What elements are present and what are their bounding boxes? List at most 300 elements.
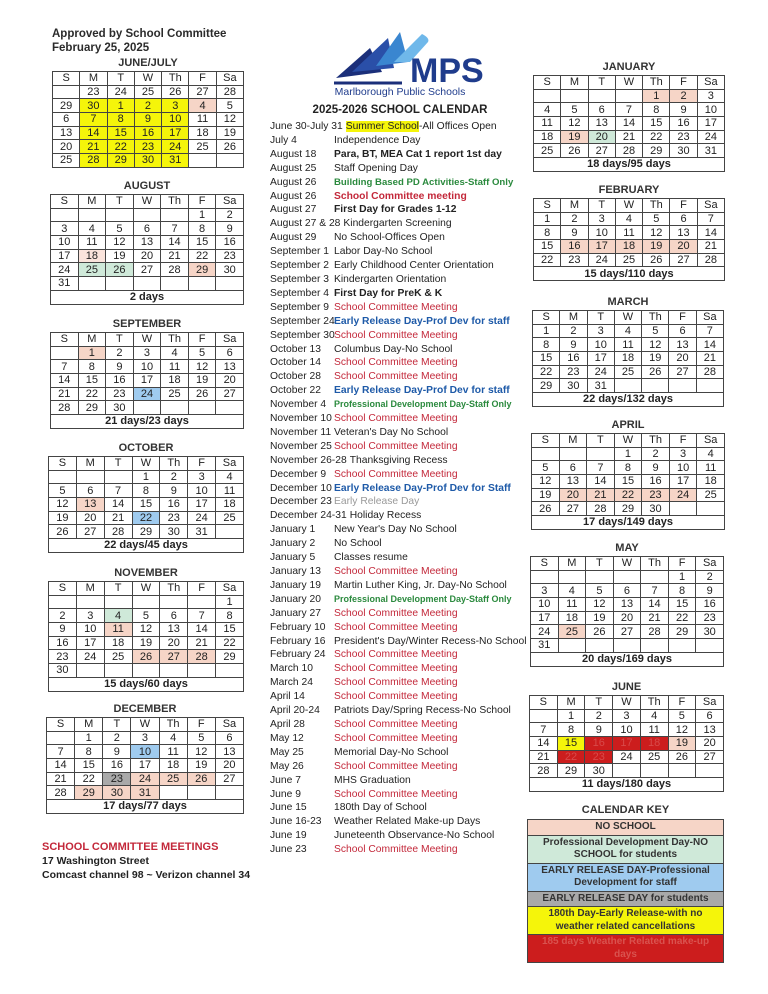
month-day-total: 17 days/149 days <box>532 516 725 530</box>
day-cell: 2 <box>696 570 724 584</box>
day-cell: 13 <box>53 126 80 140</box>
month-title: NOVEMBER <box>114 567 178 579</box>
weekday-header: S <box>49 457 77 471</box>
day-cell <box>133 401 161 415</box>
key-row: EARLY RELEASE DAY for students <box>528 892 723 908</box>
event-date: November 26-28 <box>270 454 347 466</box>
day-cell: 23 <box>160 511 188 525</box>
event-row <box>270 245 530 259</box>
event-description: School Committee Meeting <box>334 440 458 452</box>
event-date: January 5 <box>270 552 316 564</box>
weekday-header-row <box>51 195 244 209</box>
event-row <box>270 843 530 857</box>
event-row <box>270 537 530 551</box>
weekday-header: F <box>189 72 216 86</box>
event-date: February 24 <box>270 649 326 661</box>
day-cell: 13 <box>216 360 244 374</box>
day-cell <box>216 525 244 539</box>
day-cell: 13 <box>559 475 587 489</box>
event-description: Thanksgiving Recess <box>349 454 448 466</box>
day-cell: 12 <box>49 498 77 512</box>
event-date: December 10 <box>270 482 332 494</box>
day-cell: 3 <box>76 609 104 623</box>
day-cell: 26 <box>49 525 77 539</box>
day-cell: 4 <box>216 470 244 484</box>
month-day-total: 22 days/45 days <box>49 539 244 553</box>
day-cell: 20 <box>133 249 161 263</box>
day-cell: 11 <box>161 360 189 374</box>
day-cell: 6 <box>160 609 188 623</box>
weekday-header: S <box>530 696 558 710</box>
weekday-header: Th <box>641 557 669 571</box>
day-cell: 2 <box>642 447 670 461</box>
event-description: School Committee Meeting <box>334 844 458 856</box>
week-row <box>51 222 244 236</box>
day-cell: 6 <box>133 222 161 236</box>
week-row <box>531 639 724 653</box>
day-cell: 24 <box>131 772 159 786</box>
day-cell: 8 <box>78 360 106 374</box>
week-row <box>534 253 725 267</box>
day-cell: 26 <box>216 140 243 154</box>
day-cell: 18 <box>615 240 642 254</box>
day-cell: 28 <box>696 365 723 379</box>
day-cell: 20 <box>160 636 188 650</box>
day-cell: 19 <box>532 488 560 502</box>
month-calendar-june <box>529 681 724 792</box>
day-cell: 23 <box>49 650 77 664</box>
day-cell <box>561 89 588 103</box>
event-date: November 25 <box>270 440 332 452</box>
week-row <box>47 772 244 786</box>
weekday-header: T <box>585 696 613 710</box>
day-cell <box>534 89 561 103</box>
week-row <box>530 750 724 764</box>
day-cell: 9 <box>106 360 134 374</box>
weekday-header: S <box>533 311 560 325</box>
event-row <box>270 426 530 440</box>
day-cell: 14 <box>530 737 558 751</box>
day-cell: 14 <box>696 338 723 352</box>
day-cell: 25 <box>558 625 586 639</box>
event-row <box>270 718 530 732</box>
event-date: June 7 <box>270 774 301 786</box>
day-cell: 21 <box>80 140 107 154</box>
event-description: School Committee Meeting <box>334 566 458 577</box>
event-row <box>270 217 530 231</box>
event-row <box>270 565 530 579</box>
weekday-header: Sa <box>696 311 723 325</box>
day-cell: 3 <box>697 89 724 103</box>
day-cell <box>588 89 615 103</box>
day-cell: 9 <box>103 745 131 759</box>
day-cell: 4 <box>640 709 668 723</box>
day-cell <box>614 379 641 393</box>
weekday-header: T <box>106 195 134 209</box>
month-title: AUGUST <box>123 180 171 192</box>
day-cell: 5 <box>187 731 215 745</box>
event-date: June 16-23 <box>270 816 322 828</box>
event-row <box>270 356 530 370</box>
event-date: March 10 <box>270 663 313 675</box>
week-row <box>49 525 244 539</box>
month-day-total: 20 days/169 days <box>531 652 724 666</box>
day-cell: 16 <box>134 126 161 140</box>
week-row <box>51 208 244 222</box>
event-date: January 1 <box>270 524 316 536</box>
weekday-header: Sa <box>216 333 244 347</box>
weekday-header: M <box>557 696 585 710</box>
event-date: March 24 <box>270 677 313 689</box>
event-description: School Committee Meeting <box>334 413 458 425</box>
day-cell: 15 <box>557 737 585 751</box>
month-title: FEBRUARY <box>598 184 660 196</box>
weekday-header: Sa <box>697 434 725 448</box>
week-row <box>51 360 244 374</box>
month-day-total: 18 days/95 days <box>534 158 725 172</box>
week-row <box>534 103 725 117</box>
day-cell: 26 <box>643 253 670 267</box>
day-cell: 25 <box>615 253 642 267</box>
day-cell: 8 <box>557 723 585 737</box>
day-cell: 27 <box>588 144 615 158</box>
day-cell: 24 <box>76 650 104 664</box>
day-cell: 22 <box>533 365 560 379</box>
week-row <box>47 786 244 800</box>
weekday-header: M <box>560 311 587 325</box>
day-cell: 24 <box>51 263 79 277</box>
weekday-header-row <box>49 582 244 596</box>
event-row <box>270 815 530 829</box>
week-row <box>49 623 244 637</box>
week-row <box>47 745 244 759</box>
total-row <box>530 778 724 792</box>
event-date: May 25 <box>270 746 304 758</box>
event-date: August 26 <box>270 176 317 188</box>
day-cell: 2 <box>134 99 161 113</box>
event-row <box>270 482 530 496</box>
month-grid <box>530 556 724 667</box>
day-cell: 11 <box>189 113 216 127</box>
day-cell <box>161 401 189 415</box>
day-cell: 18 <box>697 475 725 489</box>
event-description: Patriots Day/Spring Recess-No School <box>334 705 511 717</box>
event-date: August 27 <box>270 204 317 216</box>
day-cell: 11 <box>697 461 725 475</box>
weekday-header: Sa <box>216 195 244 209</box>
event-date: June 15 <box>270 802 307 814</box>
day-cell <box>159 786 187 800</box>
weekday-header: Sa <box>215 718 243 732</box>
day-cell <box>558 570 586 584</box>
event-row <box>270 370 530 384</box>
weekday-header: T <box>103 718 131 732</box>
event-row <box>270 148 530 162</box>
week-row <box>533 365 724 379</box>
day-cell: 29 <box>132 525 160 539</box>
weekday-header-row <box>53 72 244 86</box>
day-cell: 23 <box>103 772 131 786</box>
day-cell: 23 <box>642 488 670 502</box>
day-cell: 9 <box>585 723 613 737</box>
day-cell: 9 <box>561 226 588 240</box>
day-cell: 6 <box>670 212 697 226</box>
day-cell: 8 <box>614 461 642 475</box>
day-cell: 26 <box>561 144 588 158</box>
event-date: October 13 <box>270 343 321 355</box>
weekday-header-row <box>49 457 244 471</box>
event-row <box>270 412 530 426</box>
calendar-key-box <box>527 819 724 963</box>
day-cell: 10 <box>588 226 615 240</box>
day-cell: 19 <box>668 737 696 751</box>
month-calendar-october <box>48 442 244 553</box>
day-cell <box>132 595 160 609</box>
day-cell: 12 <box>216 113 243 127</box>
event-date: October 14 <box>270 357 321 369</box>
day-cell: 21 <box>615 130 642 144</box>
day-cell <box>133 208 161 222</box>
event-date: September 9 <box>270 301 329 313</box>
day-cell: 16 <box>49 636 77 650</box>
day-cell: 8 <box>534 226 561 240</box>
key-row: 180th Day-Early Release-with no weather related cancellations <box>528 907 723 935</box>
day-cell: 23 <box>134 140 161 154</box>
day-cell: 7 <box>51 360 79 374</box>
week-row <box>530 764 724 778</box>
day-cell: 3 <box>51 222 79 236</box>
day-cell: 30 <box>134 154 161 168</box>
event-row <box>270 134 530 148</box>
week-row <box>49 650 244 664</box>
day-cell: 28 <box>161 263 189 277</box>
day-cell: 27 <box>613 625 641 639</box>
weekday-header-row <box>531 557 724 571</box>
day-cell: 28 <box>641 625 669 639</box>
event-description: Columbus Day-No School <box>334 343 453 355</box>
day-cell <box>641 570 669 584</box>
day-cell: 15 <box>533 352 560 366</box>
day-cell: 16 <box>585 737 613 751</box>
committee-meetings-info <box>42 840 250 882</box>
day-cell <box>668 639 696 653</box>
day-cell: 12 <box>106 236 134 250</box>
weekday-header: Sa <box>216 582 244 596</box>
event-row <box>270 593 530 607</box>
day-cell: 18 <box>161 374 189 388</box>
day-cell: 5 <box>668 709 696 723</box>
day-cell: 9 <box>642 461 670 475</box>
day-cell: 21 <box>104 511 132 525</box>
month-calendar-august <box>50 180 244 305</box>
day-cell <box>613 639 641 653</box>
weekday-header: W <box>614 434 642 448</box>
day-cell: 27 <box>160 650 188 664</box>
day-cell: 1 <box>643 89 670 103</box>
weekday-header: M <box>76 457 104 471</box>
week-row <box>51 387 244 401</box>
day-cell: 19 <box>643 240 670 254</box>
weekday-header: F <box>670 199 697 213</box>
weekday-header: M <box>78 195 106 209</box>
day-cell: 5 <box>216 99 243 113</box>
total-row <box>534 158 725 172</box>
day-cell <box>216 154 243 168</box>
day-cell: 27 <box>669 365 696 379</box>
day-cell: 31 <box>162 154 189 168</box>
day-cell: 4 <box>161 346 189 360</box>
total-row <box>532 516 725 530</box>
day-cell: 22 <box>643 130 670 144</box>
event-description: Labor Day-No School <box>334 246 433 258</box>
day-cell <box>187 786 215 800</box>
day-cell: 14 <box>615 117 642 131</box>
day-cell: 29 <box>668 625 696 639</box>
day-cell: 19 <box>106 249 134 263</box>
event-date: October 28 <box>270 371 321 383</box>
day-cell: 2 <box>216 208 244 222</box>
event-row <box>270 120 530 134</box>
day-cell: 7 <box>47 745 75 759</box>
week-row <box>531 570 724 584</box>
event-date: April 20-24 <box>270 705 320 717</box>
weekday-header: S <box>51 195 79 209</box>
week-row <box>533 338 724 352</box>
day-cell: 23 <box>670 130 697 144</box>
event-row <box>270 607 530 621</box>
day-cell: 11 <box>216 484 244 498</box>
weekday-header: W <box>613 696 641 710</box>
event-description <box>346 120 497 134</box>
event-row <box>270 746 530 760</box>
day-cell: 31 <box>51 277 79 291</box>
day-cell: 2 <box>160 470 188 484</box>
event-date: December 9 <box>270 468 327 480</box>
day-cell: 2 <box>560 324 587 338</box>
day-cell: 11 <box>78 236 106 250</box>
week-row <box>49 636 244 650</box>
day-cell: 29 <box>557 764 585 778</box>
day-cell: 19 <box>642 352 669 366</box>
day-cell: 24 <box>107 85 134 99</box>
week-row <box>531 584 724 598</box>
day-cell: 31 <box>697 144 724 158</box>
day-cell: 15 <box>75 759 103 773</box>
event-row <box>270 732 530 746</box>
day-cell: 17 <box>531 611 559 625</box>
day-cell: 4 <box>614 324 641 338</box>
event-description: School Committee Meeting <box>334 649 458 661</box>
event-date: January 19 <box>270 579 321 591</box>
event-description: Early Release Day-Prof Dev for Staff <box>334 482 511 494</box>
day-cell: 17 <box>669 475 697 489</box>
month-grid <box>50 332 244 429</box>
week-row <box>533 324 724 338</box>
event-date: November 11 <box>270 426 332 438</box>
day-cell: 22 <box>614 488 642 502</box>
day-cell: 21 <box>530 750 558 764</box>
weekday-header: S <box>534 76 561 90</box>
day-cell: 8 <box>533 338 560 352</box>
event-date: August 29 <box>270 232 317 244</box>
week-row <box>53 113 244 127</box>
event-date: September 2 <box>270 260 329 272</box>
day-cell <box>161 208 189 222</box>
day-cell <box>188 664 216 678</box>
week-row <box>534 226 725 240</box>
day-cell: 28 <box>697 253 724 267</box>
week-row <box>49 664 244 678</box>
event-date: May 26 <box>270 760 304 772</box>
day-cell <box>696 379 723 393</box>
weekday-header: M <box>80 72 107 86</box>
day-cell: 4 <box>697 447 725 461</box>
day-cell: 7 <box>615 103 642 117</box>
weekday-header: Sa <box>697 199 724 213</box>
day-cell: 14 <box>51 374 79 388</box>
event-description: School Committee Meeting <box>334 607 458 619</box>
day-cell: 14 <box>80 126 107 140</box>
day-cell: 10 <box>76 623 104 637</box>
day-cell: 28 <box>47 786 75 800</box>
day-cell: 11 <box>104 623 132 637</box>
day-cell: 20 <box>559 488 587 502</box>
event-row <box>270 621 530 635</box>
weekday-header: Th <box>160 582 188 596</box>
total-row <box>49 677 244 691</box>
day-cell <box>696 639 724 653</box>
week-row <box>530 737 724 751</box>
day-cell: 10 <box>587 338 614 352</box>
weekday-header: Th <box>643 76 670 90</box>
day-cell <box>697 502 725 516</box>
day-cell <box>53 85 80 99</box>
day-cell <box>696 764 724 778</box>
day-cell <box>216 401 244 415</box>
day-cell: 11 <box>640 723 668 737</box>
event-description: Early Release Day <box>334 496 420 508</box>
event-description: Professional Development Day-Staff Only <box>334 593 512 604</box>
day-cell: 20 <box>216 374 244 388</box>
week-row <box>51 346 244 360</box>
month-calendar-november <box>48 567 244 692</box>
day-cell: 23 <box>585 750 613 764</box>
event-row <box>270 635 530 649</box>
event-row <box>270 190 530 204</box>
event-description: School Committee Meeting <box>334 760 458 772</box>
weekday-header: M <box>75 718 103 732</box>
day-cell: 18 <box>216 498 244 512</box>
day-cell: 25 <box>189 140 216 154</box>
event-date: September 3 <box>270 273 329 285</box>
event-row <box>270 176 530 190</box>
month-calendar-june-july <box>52 57 244 168</box>
day-cell: 2 <box>670 89 697 103</box>
day-cell: 10 <box>188 484 216 498</box>
day-cell: 12 <box>642 338 669 352</box>
week-row <box>530 709 724 723</box>
day-cell <box>669 502 697 516</box>
event-description: School Committee Meeting <box>334 788 458 800</box>
day-cell: 19 <box>132 636 160 650</box>
day-cell: 29 <box>107 154 134 168</box>
weekday-header: S <box>531 557 559 571</box>
day-cell <box>106 208 134 222</box>
day-cell: 1 <box>78 346 106 360</box>
day-cell: 5 <box>132 609 160 623</box>
week-row <box>533 379 724 393</box>
event-date: July 4 <box>270 134 297 146</box>
